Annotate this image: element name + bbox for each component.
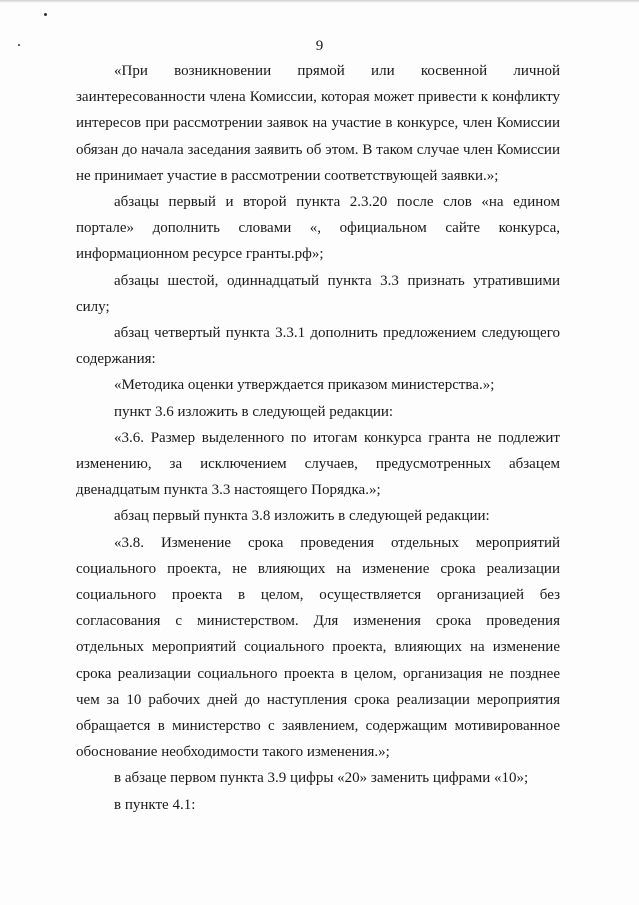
paragraph-3-3-1: абзац четвертый пункта 3.3.1 дополнить предложением следующего содержания:: [76, 325, 560, 368]
paragraph-2-3-20: абзацы первый и второй пункта 2.3.20 после слов «на едином портале» дополнить словами «, официальном сайте конкурса, информационном ресурсе гранты.рф»;: [76, 194, 560, 263]
paragraph-3-6-text: «3.6. Размер выделенного по итогам конкурса гранта не подлежит изменению, за исключением случаев, предусмотренных абзацем двенадцатым пункта 3.3 настоящего Порядка.»;: [76, 429, 560, 499]
paragraph-3-8-text: «3.8. Изменение срока проведения отдельных мероприятий социального проекта, не влияющих на изменение срока реализации социального проекта в целом, осуществляется организацией без согласования с министерством. Для изменения срока проведения отдельных мероприятий социального проекта, влияющих на изменение срока реализации социального проекта в целом, организация не позднее чем за 10 рабочих дней до наступления срока реализации мероприятия обращается в министерство с заявлением, содержащим мотивированное обоснование необходимости такого изменения.»;: [76, 534, 560, 761]
scan-top-edge: [0, 0, 639, 3]
page-number: 9: [315, 38, 324, 54]
paragraph-3-3-void: абзацы шестой, одиннадцатый пункта 3.3 признать утратившими силу;: [76, 272, 560, 315]
paragraph-3-8-intro: абзац первый пункта 3.8 изложить в следующей редакции:: [114, 508, 490, 525]
paragraph-3-9: в абзаце первом пункта 3.9 цифры «20» заменить цифрами «10»;: [114, 770, 529, 787]
paragraph-quote-conflict: «При возникновении прямой или косвенной личной заинтересованности члена Комиссии, которая может привести к конфликту интересов при рассмотрении заявок на участие в конкурсе, член Комиссии обязан до начала заседания заявить об этом. В таком случае член Комиссии не принимает участие в рассмотрении соответствующей заявки.»;: [76, 63, 560, 184]
paragraph-methodology: «Методика оценки утверждается приказом министерства.»;: [114, 377, 495, 394]
document-body: [76, 58, 560, 818]
paragraph-4-1: в пункте 4.1:: [114, 796, 196, 813]
paragraph-3-6-intro: пункт 3.6 изложить в следующей редакции:: [114, 403, 394, 420]
scan-speck: [44, 13, 47, 16]
